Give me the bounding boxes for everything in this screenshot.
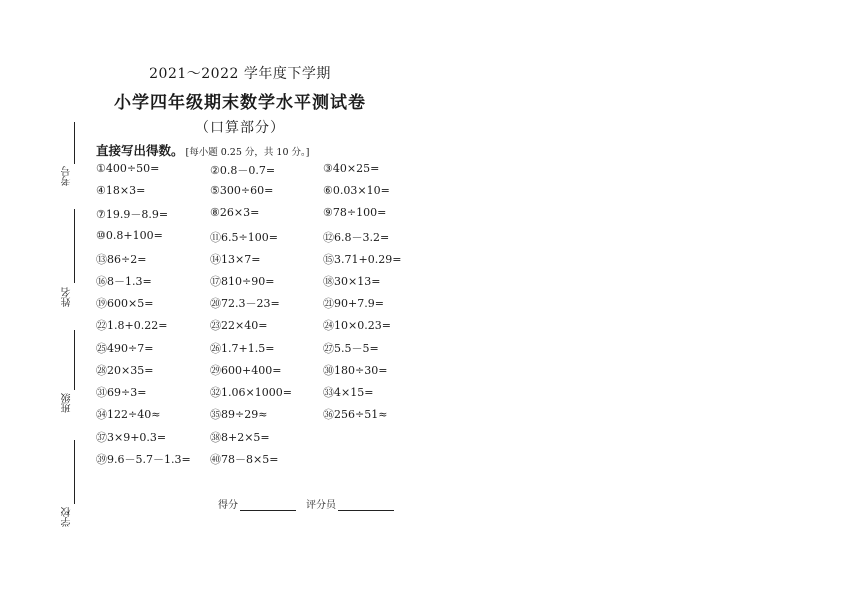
- problem-20: ⑳72.3－23=: [210, 297, 280, 310]
- problem-39: ㊴9.6－5.7－1.3=: [96, 453, 191, 466]
- problem-19: ⑲600×5=: [96, 297, 154, 310]
- margin-label-exam-no: 考号: [62, 166, 73, 186]
- problem-14: ⑭13×7=: [210, 253, 261, 266]
- problem-12: ⑫6.8－3.2=: [323, 231, 390, 244]
- margin-label-class: 班级: [62, 393, 73, 413]
- problem-22: ㉒1.8+0.22=: [96, 319, 168, 332]
- problem-9: ⑨78÷100=: [323, 206, 387, 219]
- problem-26: ㉖1.7+1.5=: [210, 342, 275, 355]
- problem-31: ㉛69÷3=: [96, 386, 147, 399]
- instruction-main: 直接写出得数。: [96, 143, 184, 158]
- instruction: [96, 140, 310, 159]
- problem-40: ㊵78－8×5=: [210, 453, 279, 466]
- problem-23: ㉓22×40=: [210, 319, 268, 332]
- grader-field: [306, 496, 394, 511]
- problem-6: ⑥0.03×10=: [323, 184, 390, 197]
- page-title: 小学四年级期末数学水平测试卷: [114, 93, 366, 113]
- grader-blank: [338, 500, 394, 511]
- margin-label-name: 姓名: [62, 287, 73, 307]
- problem-36: ㊱256÷51≈: [323, 408, 388, 421]
- problem-24: ㉔10×0.23=: [323, 319, 391, 332]
- problem-16: ⑯8－1.3=: [96, 275, 152, 288]
- problem-32: ㉜1.06×1000=: [210, 386, 292, 399]
- margin-label-school: 学校: [62, 507, 73, 527]
- problem-1: ①400÷50=: [96, 162, 160, 175]
- problem-35: ㉟89÷29≈: [210, 408, 268, 421]
- problem-29: ㉙600+400=: [210, 364, 282, 377]
- school-year: 2021～2022 学年度下学期: [149, 66, 331, 82]
- problem-34: ㉞122÷40≈: [96, 408, 161, 421]
- problem-28: ㉘20×35=: [96, 364, 154, 377]
- problem-7: ⑦19.9－8.9=: [96, 208, 169, 221]
- problem-33: ㉝4×15=: [323, 386, 374, 399]
- score-blank: [240, 500, 296, 511]
- instruction-note: [每小题 0.25 分，共 10 分。]: [185, 147, 310, 158]
- problem-38: ㊳8+2×5=: [210, 431, 270, 444]
- problem-11: ⑪6.5÷100=: [210, 231, 278, 244]
- problem-30: ㉚180÷30=: [323, 364, 388, 377]
- problem-4: ④18×3=: [96, 184, 146, 197]
- problem-18: ⑱30×13=: [323, 275, 381, 288]
- binding-line-name: [74, 209, 75, 283]
- section-subtitle: （口算部分）: [195, 120, 285, 136]
- problem-5: ⑤300÷60=: [210, 184, 274, 197]
- problem-2: ②0.8－0.7=: [210, 164, 276, 177]
- problem-10: ⑩0.8+100=: [96, 229, 163, 242]
- problem-3: ③40×25=: [323, 162, 380, 175]
- binding-line-exam-no: [74, 122, 75, 164]
- problem-27: ㉗5.5－5=: [323, 342, 379, 355]
- problem-21: ㉑90+7.9=: [323, 297, 384, 310]
- problem-8: ⑧26×3=: [210, 206, 260, 219]
- grader-label: 评分员: [306, 500, 336, 511]
- binding-line-class: [74, 330, 75, 390]
- score-field: [218, 496, 296, 511]
- problem-17: ⑰810÷90=: [210, 275, 275, 288]
- problem-37: ㊲3×9+0.3=: [96, 431, 167, 444]
- problem-25: ㉕490÷7=: [96, 342, 154, 355]
- problem-15: ⑮3.71+0.29=: [323, 253, 402, 266]
- problem-13: ⑬86÷2=: [96, 253, 147, 266]
- binding-line-school: [74, 440, 75, 504]
- score-label: 得分: [218, 500, 238, 511]
